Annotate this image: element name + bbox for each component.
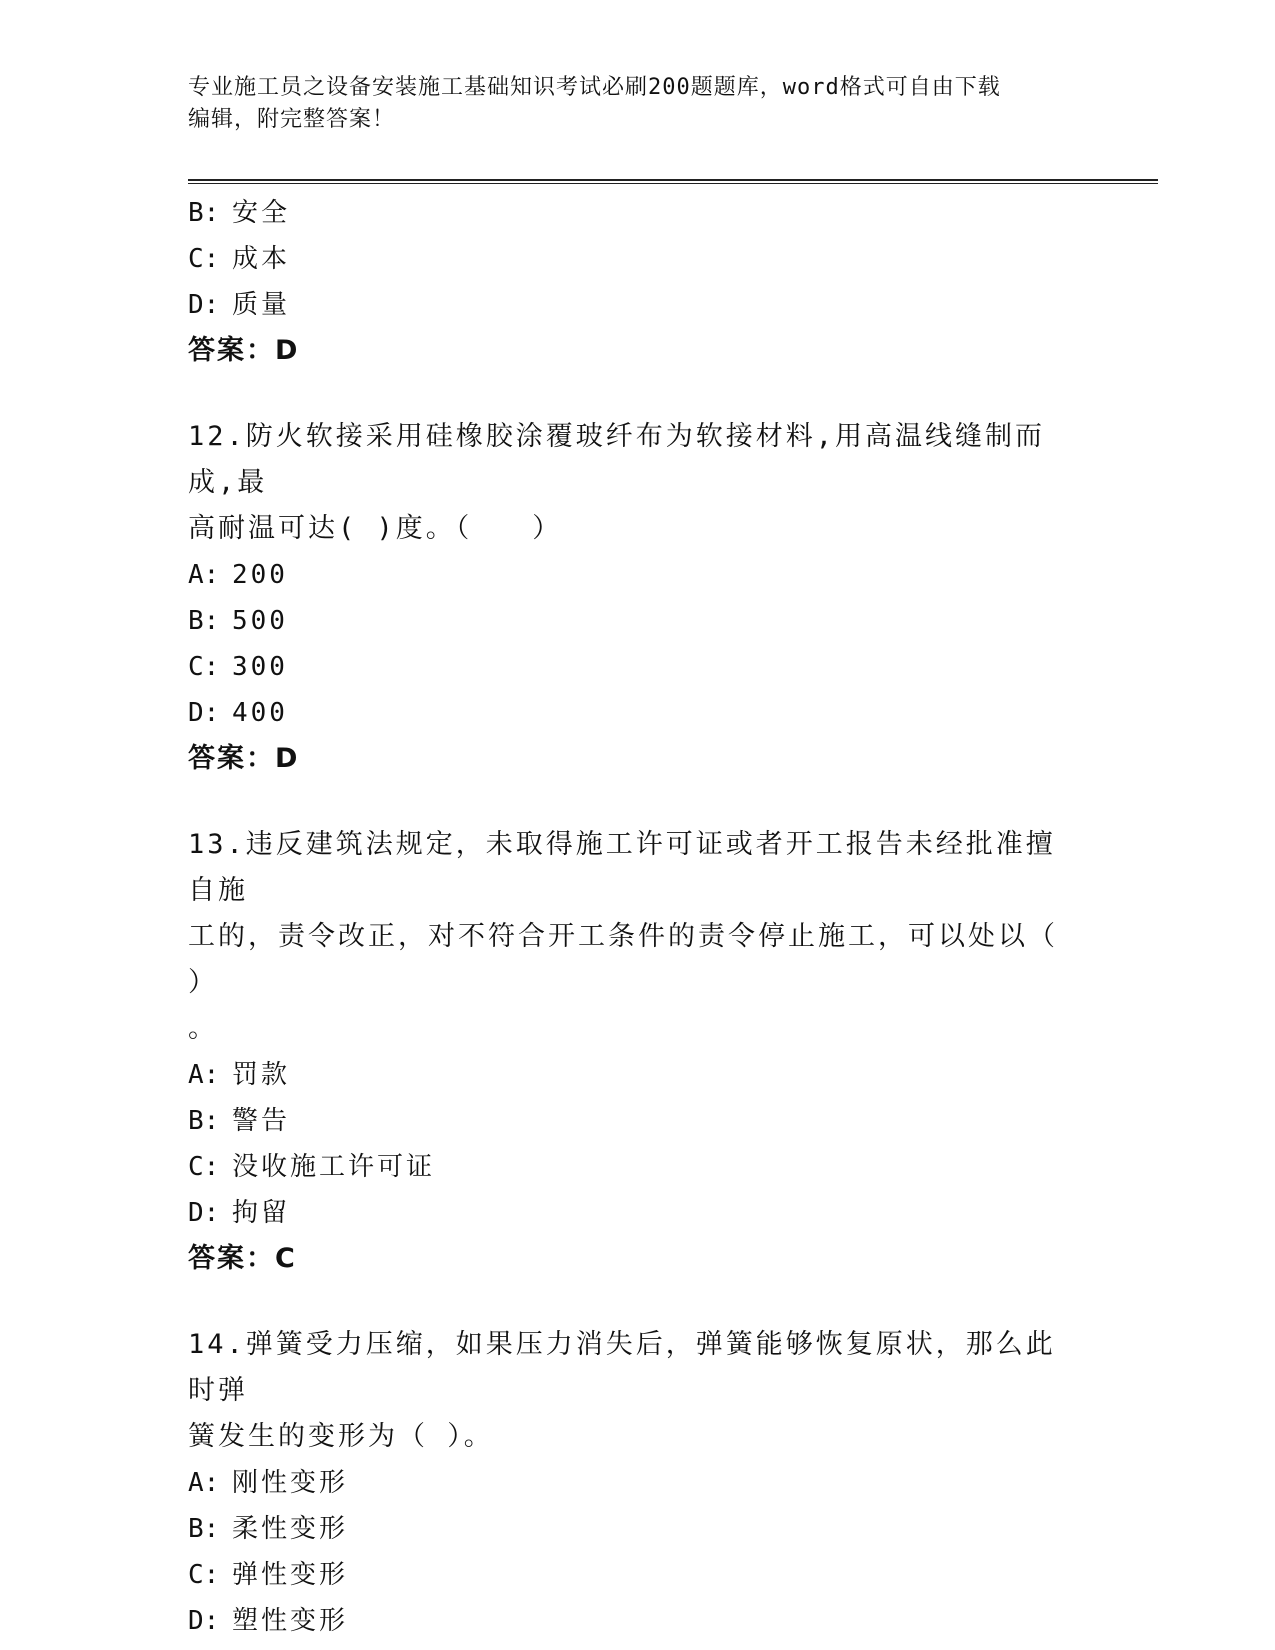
document-body — [188, 190, 1088, 1644]
option-key: B: — [188, 1514, 220, 1544]
question-14 — [188, 1322, 1088, 1644]
option-text: 塑性变形 — [232, 1606, 349, 1636]
option-text: 300 — [232, 652, 288, 682]
option-b — [188, 598, 1088, 644]
question-stem-line: 。 — [188, 1013, 218, 1044]
option-d — [188, 282, 1088, 328]
option-a — [188, 552, 1088, 598]
option-key: C: — [188, 1152, 220, 1182]
option-c — [188, 644, 1088, 690]
option-d — [188, 1190, 1088, 1236]
question-stem — [188, 414, 1068, 552]
question-stem-line: 工的，责令改正，对不符合开工条件的责令停止施工，可以处以（ ） — [188, 921, 1058, 998]
option-text: 拘留 — [232, 1198, 291, 1228]
header-line-1: 专业施工员之设备安装施工基础知识考试必刷200题题库，word格式可自由下载 — [188, 75, 1001, 100]
answer-line: 答案：D — [188, 743, 300, 774]
option-b — [188, 190, 1088, 236]
header-rule-thick — [188, 179, 1158, 181]
question-11-tail — [188, 190, 1088, 374]
question-stem — [188, 1322, 1068, 1460]
option-text: 没收施工许可证 — [232, 1152, 436, 1182]
header-line-2: 编辑，附完整答案！ — [188, 107, 396, 132]
option-text: 400 — [232, 698, 288, 728]
question-stem-line: 12.防火软接采用硅橡胶涂覆玻纤布为软接材料,用高温线缝制而成,最 — [188, 421, 1046, 498]
option-key: A: — [188, 560, 220, 590]
option-text: 柔性变形 — [232, 1514, 349, 1544]
option-b — [188, 1098, 1088, 1144]
question-13 — [188, 822, 1088, 1282]
question-12 — [188, 414, 1088, 782]
option-b — [188, 1506, 1088, 1552]
question-stem-line: 13.违反建筑法规定，未取得施工许可证或者开工报告未经批准擅自施 — [188, 829, 1056, 906]
option-key: D: — [188, 1198, 220, 1228]
question-stem-line: 14.弹簧受力压缩，如果压力消失后，弹簧能够恢复原状，那么此时弹 — [188, 1329, 1056, 1406]
option-a — [188, 1052, 1088, 1098]
question-stem-line: 簧发生的变形为（ ）。 — [188, 1421, 494, 1452]
option-c — [188, 1552, 1088, 1598]
option-key: C: — [188, 1560, 220, 1590]
option-d — [188, 1598, 1088, 1644]
option-text: 质量 — [232, 290, 291, 320]
option-text: 200 — [232, 560, 288, 590]
option-c — [188, 236, 1088, 282]
answer-line: 答案：C — [188, 1243, 297, 1274]
question-stem-line: 高耐温可达( )度。（ ） — [188, 513, 563, 544]
option-text: 成本 — [232, 244, 291, 274]
option-text: 500 — [232, 606, 288, 636]
option-key: D: — [188, 1606, 220, 1636]
spacer — [188, 1282, 1088, 1322]
option-c — [188, 1144, 1088, 1190]
option-key: C: — [188, 244, 220, 274]
question-stem — [188, 822, 1068, 1052]
option-key: A: — [188, 1060, 220, 1090]
spacer — [188, 782, 1088, 822]
option-key: D: — [188, 290, 220, 320]
answer-line: 答案：D — [188, 335, 300, 366]
page-header — [188, 72, 1088, 136]
header-rule-thin — [188, 183, 1158, 184]
option-key: C: — [188, 652, 220, 682]
option-d — [188, 690, 1088, 736]
option-key: B: — [188, 1106, 220, 1136]
option-key: D: — [188, 698, 220, 728]
option-text: 刚性变形 — [232, 1468, 349, 1498]
option-text: 罚款 — [232, 1060, 291, 1090]
option-text: 安全 — [232, 198, 291, 228]
option-key: B: — [188, 606, 220, 636]
option-text: 弹性变形 — [232, 1560, 349, 1590]
option-text: 警告 — [232, 1106, 291, 1136]
option-key: A: — [188, 1468, 220, 1498]
option-a — [188, 1460, 1088, 1506]
spacer — [188, 374, 1088, 414]
option-key: B: — [188, 198, 220, 228]
